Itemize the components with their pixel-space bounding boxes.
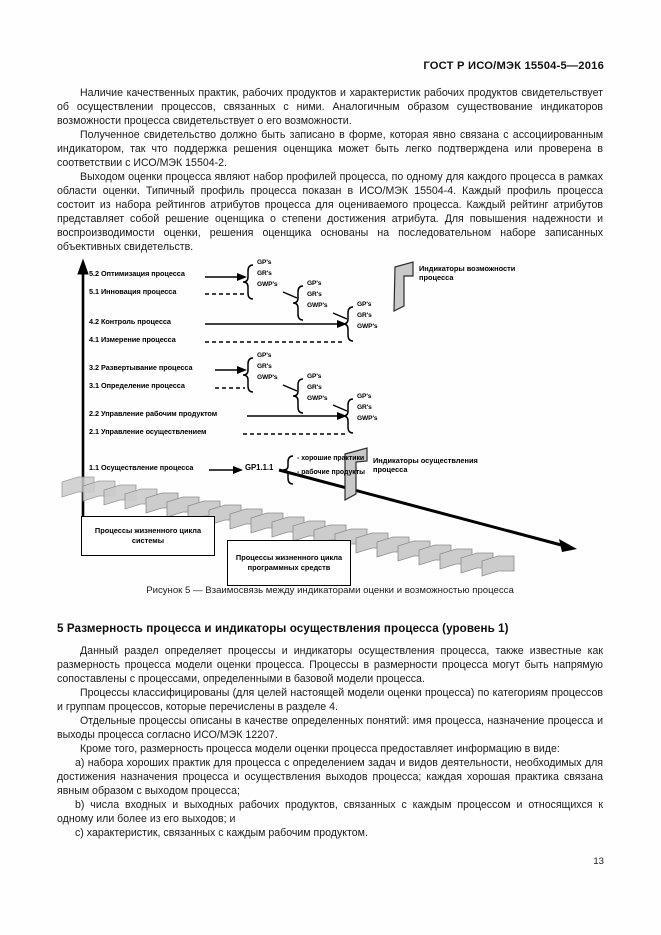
indicator-gwp-4: GWP's (257, 374, 278, 381)
connector-group-2 (243, 412, 347, 434)
link-3-3b (283, 385, 297, 391)
link-5b-4b (333, 313, 347, 319)
bracket-3b (293, 379, 303, 413)
paragraph: Данный раздел определяет процессы и индикаторы осуществления процесса, также известные как размерность процесса модели оценки процесса. Процессы в размерности процесса могут быть напрямую сопоставлены с процессами, определенными в базовой модели процесса. (57, 645, 603, 685)
attribute-row-3-1: 3.1 Определение процесса (89, 381, 185, 390)
connector-group-3 (215, 366, 247, 388)
indicator-gp-6: GP's (357, 393, 372, 400)
bracket-5 (243, 265, 253, 299)
paragraph: Процессы классифицированы (для целей настоящей модели оценки процесса) по категориям процессов и группам процессов, которые перечислены в разделе 4. (57, 687, 603, 713)
annotation-performance-indicators: Индикаторы осуществления процесса (373, 456, 478, 475)
attribute-row-5-1: 5.1 Инновация процесса (89, 287, 177, 296)
link-5-5b (283, 292, 297, 298)
bracket-5b (293, 286, 303, 320)
attribute-row-2-1: 2.1 Управление осуществлением (89, 427, 207, 436)
attribute-row-4-1: 4.1 Измерение процесса (89, 335, 176, 344)
running-header: ГОСТ Р ИСО/МЭК 15504-5—2016 (423, 60, 604, 72)
indicator-gr-5: GR's (307, 384, 322, 391)
lifecycle-box-software: Процессы жизненного цикла программных средств (227, 540, 351, 586)
paragraph: Полученное свидетельство должно быть записано в форме, которая явно связана с ассоциированным индикатором, так что поддержка решения оценщика может быть легко подтверждена или проверена в соответствии с ИСО/МЭК 15504-2. (57, 129, 603, 169)
figure-5 (57, 258, 603, 603)
indicator-gwp-3: GWP's (357, 323, 378, 330)
link-3b-2b (333, 405, 347, 411)
figure-5-canvas (57, 258, 603, 583)
intro-text-block (57, 86, 603, 254)
bracket-3 (243, 358, 253, 392)
attribute-row-1-1: 1.1 Осуществление процесса (89, 463, 194, 472)
attribute-row-4-2: 4.2 Контроль процесса (89, 317, 171, 326)
figure-5-caption: Рисунок 5 — Взаимосвязь между индикаторами оценки и возможностью процесса (146, 585, 514, 596)
indicator-gwp-5: GWP's (307, 395, 328, 402)
base-practice-item-2: - рабочие продукты (297, 469, 366, 476)
attribute-row-2-2: 2.2 Управление рабочим продуктом (89, 409, 218, 418)
connector-group-5 (205, 273, 247, 294)
page-number: 13 (593, 856, 604, 867)
paragraph: Отдельные процессы описаны в качестве определенных понятий: имя процесса, назначение процесса и выходы процесса согласно ИСО/МЭК 12207. (57, 715, 603, 741)
base-practice-item-1: - хорошие практики (297, 455, 365, 462)
indicator-gr-4: GR's (257, 363, 272, 370)
indicator-gp-4: GP's (257, 352, 272, 359)
lifecycle-box-system: Процессы жизненного цикла системы (81, 516, 215, 556)
indicator-gwp-2: GWP's (307, 302, 328, 309)
attribute-row-5-2: 5.2 Оптимизация процесса (89, 269, 185, 278)
list-item: b) числа входных и выходных рабочих продуктов, связанных с каждым процессом и относящихся к одному или более из его выходов; и (57, 799, 603, 825)
base-practice-code: GP1.1.1 (245, 463, 274, 472)
attribute-row-3-2: 3.2 Развертывание процесса (89, 363, 193, 372)
paragraph: Кроме того, размерность процесса модели оценки процесса предоставляет информацию в виде: (80, 743, 560, 755)
indicator-gp-3: GP's (357, 301, 372, 308)
indicator-gwp-6: GWP's (357, 415, 378, 422)
indicator-gwp-1: GWP's (257, 281, 278, 288)
list-item: c) характеристик, связанных с каждым рабочим продуктом. (75, 827, 368, 839)
section-5-heading: 5 Размерность процесса и индикаторы осуществления процесса (уровень 1) (57, 622, 509, 635)
paragraph: Выходом оценки процесса являют набор профилей процесса, по одному для каждого процесса в рамках области оценки. Типичный профиль процесса показан в ИСО/МЭК 15504-4. Каждый профиль процесса состоит из набора рейтингов атрибутов процесса для оцениваемого процесса. Каждый рейтинг атрибутов представляет собой решение оценщика о степени достижения атрибута. Для повышения надежности и воспроизводимости оценки, решения оценщика основаны на последовательном наборе записанных объективных свидетельств. (57, 171, 603, 253)
list-item: a) набора хороших практик для процесса с определением задач и видов деятельности, необходимых для достижения назначения процесса и осуществления выходов процесса; каждая хорошая практика связана явным образом с выходом процесса; (57, 757, 603, 797)
indicator-gp-1: GP's (257, 259, 272, 266)
indicator-gr-2: GR's (307, 291, 322, 298)
indicator-gp-2: GP's (307, 280, 322, 287)
indicator-gr-6: GR's (357, 404, 372, 411)
indicator-gr-1: GR's (257, 270, 272, 277)
connector-group-1 (209, 466, 243, 474)
capability-callout-arrow (394, 262, 413, 311)
annotation-capability-indicators: Индикаторы возможности процесса (419, 264, 516, 283)
connector-group-4 (205, 320, 347, 342)
section-5-block (57, 622, 603, 840)
indicator-gr-3: GR's (357, 312, 372, 319)
paragraph: Наличие качественных практик, рабочих продуктов и характеристик рабочих продуктов свидетельствует об осуществлении процессов, связанных с ними. Аналогичным образом существование индикаторов возможности процесса свидетельствует о его возможности. (57, 87, 603, 127)
indicator-gp-5: GP's (307, 373, 322, 380)
